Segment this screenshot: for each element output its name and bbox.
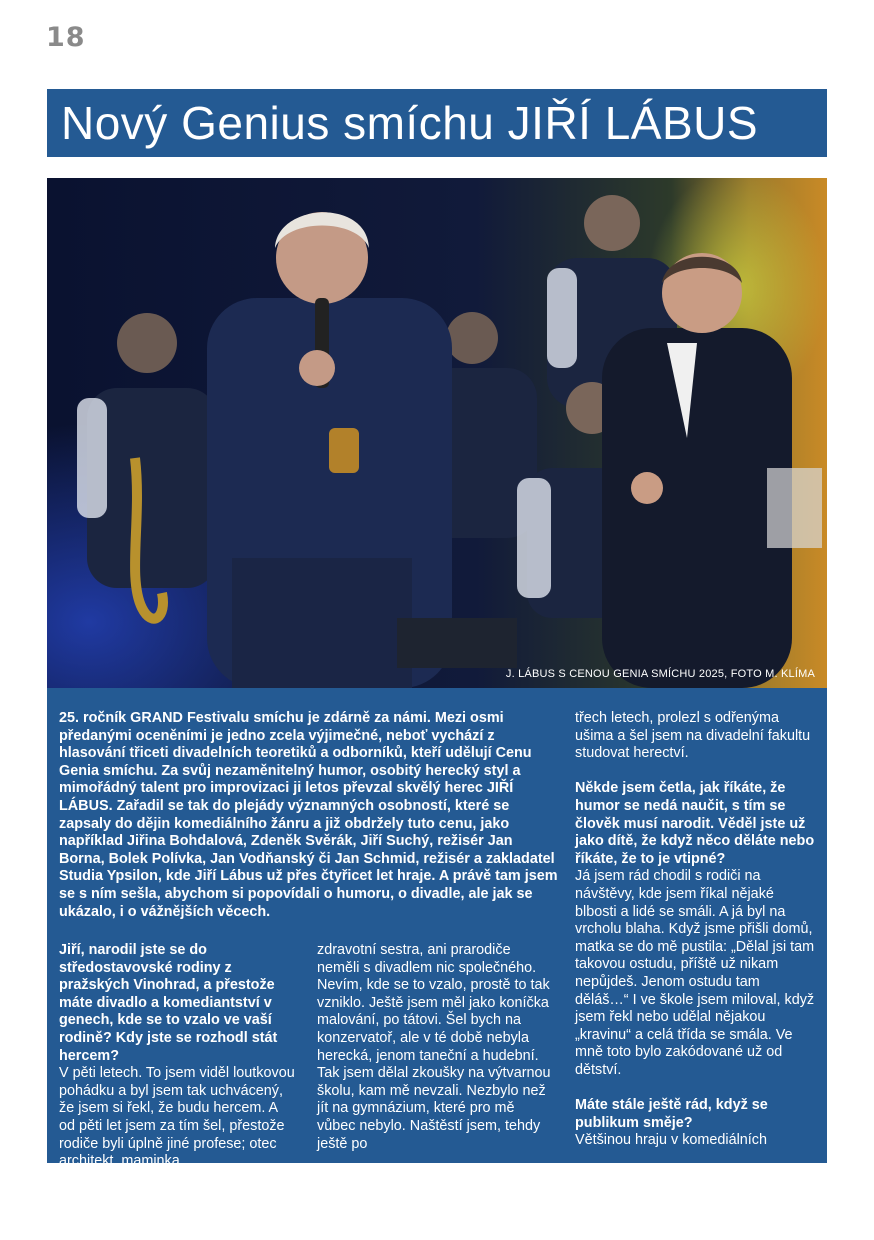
article-intro: 25. ročník GRAND Festivalu smíchu je zdárně za námi. Mezi osmi předanými oceněními je jedno zcela výjimečné, neboť vychází z hlasování třiceti divadelních teoretiků a odborníků, kteří udělují Cenu Genia smíchu. Za svůj nezaměnitelný humor, osobitý herecký styl a mimořádný talent pro improvizaci ji letos převzal skvělý herec JIŘÍ LÁBUS. Zařadil se tak do plejády významných osobností, které se zapsaly do dějin komediálního žánru a již obdržely tuto cenu, jako například Jiřina Bohdalová, Zdeněk Svěrák, Jiří Suchý, režisér Jan Borna, Bolek Polívka, Jan Vodňanský či Jan Schmid, režisér a zakladatel Studia Ypsilon, kde Jiří Lábus už přes čtyřicet let hraje. A právě tam jsem se s ním sešla, abychom si popovídali o humoru, o divadle, ale jak se ukázalo, i o vážnějších věcech.: [59, 710, 558, 920]
question-3: Máte stále ještě rád, když se publikum směje?: [575, 1097, 768, 1131]
question-1: Jiří, narodil jste se do středostavovské rodiny z pražských Vinohrad, a přestože máte divadlo a komediantství v genech, kde se to vzalo ve vaší rodině? Kdy jste se rozhodl stát hercem?: [59, 942, 278, 1064]
answer-1-part-2: zdravotní sestra, ani prarodiče neměli s divadlem nic společného. Nevím, kde se to vzalo, prostě to tak vzniklo. Ještě jsem měl jako koníčka malování, po tátovi. Šel bych na konzervatoř, ale v té době nebyla herecká, jenom taneční a hudební. Tak jsem dělal zkoušky na výtvarnou školu, kam mě nevzali. Nezbylo než jít na gymnázium, které pro mě vůbec nebylo. Naštěstí jsem, tehdy ještě po: [317, 942, 551, 1152]
answer-1-part-3: třech letech, prolezl s odřenýma ušima a šel jsem na divadelní fakultu studovat herectví.: [575, 710, 811, 762]
title-banner: [47, 89, 827, 157]
article-text-box: [47, 688, 827, 1170]
answer-3: Většinou hraju v komediálních: [575, 1132, 767, 1149]
answer-1-part-1: V pěti letech. To jsem viděl loutkovou pohádku a byl jsem tak uchvácený, že jsem si řekl, že budu hercem. A od pěti let jsem za tím šel, přestože rodiče byli úplně jiné profese; otec architekt, maminka: [59, 1065, 295, 1170]
page-number: 18: [46, 22, 86, 53]
article-photo: [47, 178, 827, 688]
answer-2: Já jsem rád chodil s rodiči na návštěvy, kde jsem říkal nějaké blbosti a lidé se smáli. A já byl na vrcholu blaha. Když jsme přišli domů, matka se do mě pustila: „Dělal jsi tam takovou ostudu, příště už nikam nepůjdeš. Jenom ostudu tam děláš…“ I ve škole jsem miloval, když jsem řekl nebo udělal nějakou „kravinu“ a celá třída se smála. Ve mně toto bylo zakódované už od dětství.: [575, 868, 815, 1078]
text-column-3: [575, 710, 817, 1150]
stage-photo-illustration: [47, 178, 827, 688]
text-column-2: [317, 942, 553, 1153]
text-column-1: [59, 942, 295, 1171]
photo-caption: J. LÁBUS S CENOU GENIA SMÍCHU 2025, FOTO M. KLÍMA: [505, 668, 815, 680]
question-2: Někde jsem četla, jak říkáte, že humor se nedá naučit, s tím se člověk musí narodit. Věděl jste už jako dítě, že když něco děláte nebo říkáte, že to je vtipné?: [575, 780, 815, 867]
article-title: Nový Genius smíchu JIŘÍ LÁBUS: [61, 97, 759, 149]
